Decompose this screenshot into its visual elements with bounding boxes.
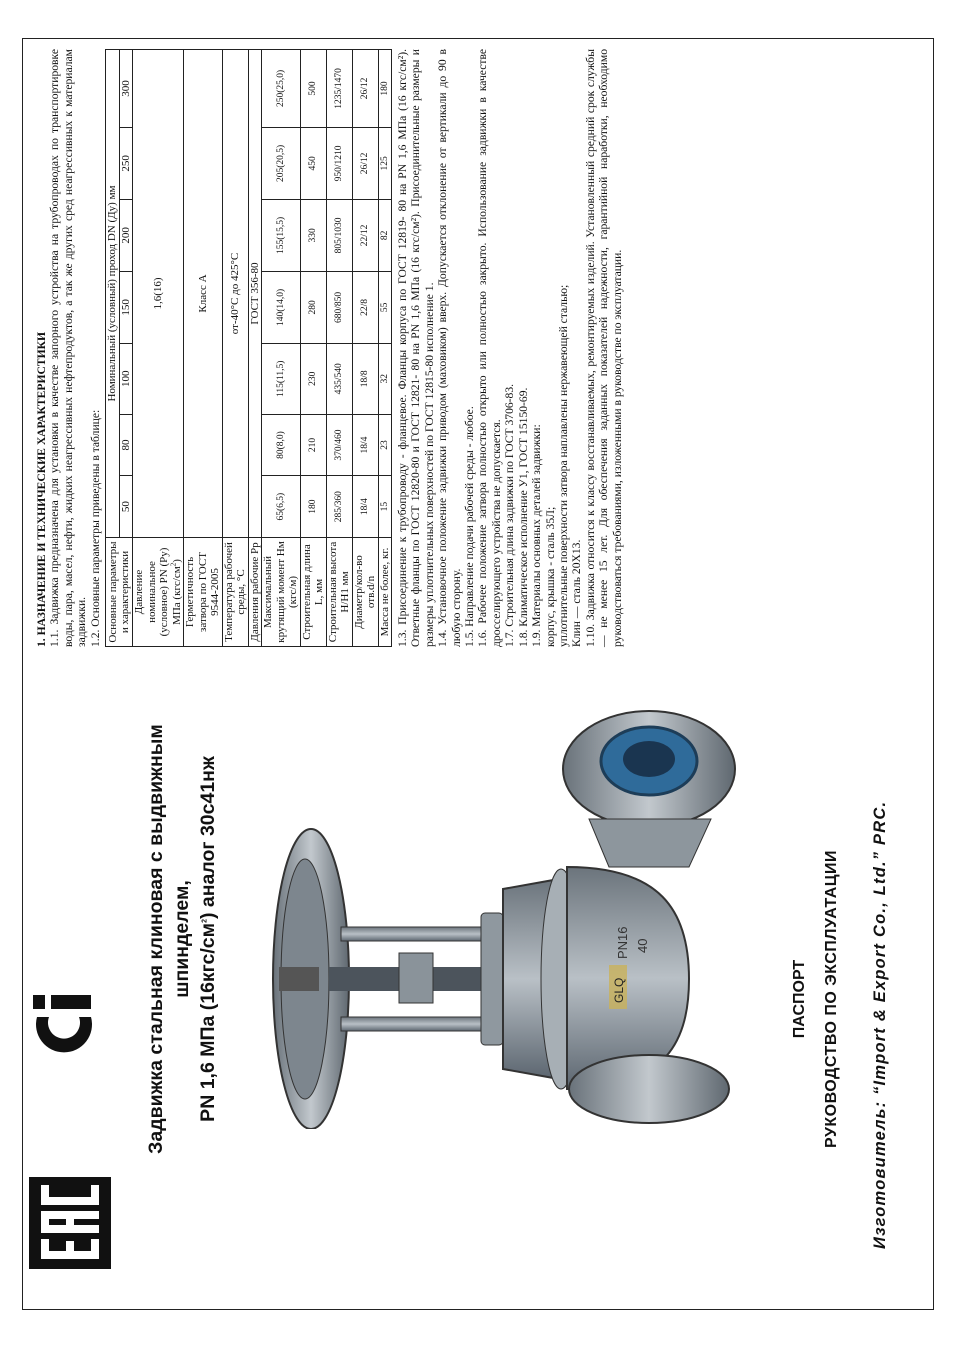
title-line-3-sup: 2 — [201, 919, 209, 923]
mass-cell: 23 — [378, 414, 392, 476]
dn-cell: 80 — [119, 414, 133, 476]
product-title — [143, 689, 221, 1189]
mass-cell: 82 — [378, 199, 392, 271]
dn-cell: 250 — [119, 127, 133, 199]
valve-marking-2: PN16 — [615, 926, 630, 959]
height-cell: 285/360 — [326, 476, 352, 538]
paragraph-1-10: 1.10. Задвижка относится к классу восстанавливаемых, ремонтируемых изделий. Установленный средний срок службы — не менее 15 лет. Для обеспечения заданных показателей надежности, гарантийной наработки, необходимо руководствоваться требованиями, изложенными в руководстве по эксплуатации. — [583, 49, 624, 647]
row-label-torque: Максимальный крутящий момент Нм (кгс/м) — [262, 538, 301, 647]
title-line-2: шпинделем, — [171, 880, 193, 998]
torque-cell: 65(6,5) — [262, 476, 301, 538]
table-row — [262, 50, 301, 647]
paragraph-1-6: 1.6. Рабочее положение затвора полностью открыто или полностью закрыто. Использование задвижки в качестве дросселирующего устройства не допускается. — [476, 49, 503, 647]
paragraph-1-2: 1.2. Основные параметры приведены в таблице: — [88, 409, 102, 647]
paragraph-1-7: 1.7. Строительная длина задвижки по ГОСТ 3706-83. — [503, 383, 517, 647]
torque-cell: 155(15,5) — [262, 199, 301, 271]
length-cell: 450 — [300, 127, 326, 199]
row-label-tightness: Герметичность затвора по ГОСТ 9544-2005 — [184, 538, 223, 647]
paragraph-1-9-a: корпус, крышка - сталь 35Л; — [543, 506, 557, 647]
diameter-cell: 22/12 — [352, 199, 378, 271]
torque-cell: 115(11,5) — [262, 343, 301, 414]
row-label-pn-text: Давление номинальное (условное) PN (Py) МПа (кгс/см — [133, 547, 183, 637]
row-label-diameter: Диаметр/кол-во отв.d/n — [352, 538, 378, 647]
dn-cell: 100 — [119, 343, 133, 414]
diameter-cell: 26/12 — [352, 127, 378, 199]
row-value-tightness: Класс А — [184, 50, 223, 538]
parameters-table — [105, 49, 392, 647]
row-label-pn-end: ) — [170, 559, 183, 563]
table-row — [222, 50, 248, 647]
gate-valve-photo — [249, 669, 739, 1129]
title-line-3-part-b: ) аналог 30с41нж — [197, 756, 219, 919]
diameter-cell: 26/12 — [352, 50, 378, 128]
row-label-height: Строительная высота Н/Н1 мм — [326, 538, 352, 647]
mass-cell: 180 — [378, 50, 392, 128]
cover-section — [23, 649, 935, 1309]
diameter-cell: 18/4 — [352, 476, 378, 538]
company-logo — [29, 981, 99, 1059]
manual-heading: РУКОВОДСТВО ПО ЭКСПЛУАТАЦИИ — [823, 850, 840, 1149]
header-param: Основные параметры и характеристики — [106, 538, 133, 647]
height-cell: 805/1030 — [326, 199, 352, 271]
paragraph-1-9-c: Клин — сталь 20Х13. — [570, 539, 584, 647]
diameter-cell: 18/4 — [352, 414, 378, 476]
length-cell: 280 — [300, 271, 326, 343]
rotated-sheet — [23, 37, 935, 1309]
height-cell: 950/1210 — [326, 127, 352, 199]
diameter-cell: 22/8 — [352, 271, 378, 343]
dn-cell: 200 — [119, 199, 133, 271]
paragraph-1-8: 1.8. Климатическое исполнение У1, ГОСТ 15150-69. — [516, 387, 530, 647]
paragraph-1-1: 1.1. Задвижка предназначена для установки в качестве запорного устройства на трубопроводах по транспортировке воды, пара, масел, нефти, жидких неагрессивных нефтепродуктов, а так же других сред неагрессивных к материалам задвижки. — [48, 49, 89, 647]
paragraph-1-3: 1.3. Присоединение к трубопроводу - фланцевое. Фланцы корпуса по ГОСТ 12819- 80 на PN 1,6 МПа (16 кгс/см²). Ответные фланцы по ГОСТ 12820-80 и ГОСТ 12821- 80 на PN 1,6 МПа (16 кгс/см²). Присоединительные размеры и размеры уплотнительных поверхностей по ГОСТ 12815-80 исполнение 1. — [396, 49, 436, 647]
row-value-pn: 1,6(16) — [133, 50, 184, 538]
dn-cell: 300 — [119, 50, 133, 128]
row-label-pn-sup: 2 — [168, 562, 177, 567]
eac-certification-mark — [29, 1177, 111, 1269]
torque-cell: 140(14,0) — [262, 271, 301, 343]
length-cell: 330 — [300, 199, 326, 271]
length-cell: 230 — [300, 343, 326, 414]
row-value-temp: от-40°С до 425°С — [222, 50, 248, 538]
height-cell: 435/540 — [326, 343, 352, 414]
title-line-3-part-a: PN 1,6 МПа (16кгс/см — [197, 922, 219, 1122]
paragraph-1-5: 1.5. Направление подачи рабочей среды - любое. — [463, 406, 477, 647]
table-row — [378, 50, 392, 647]
page-frame — [22, 38, 934, 1310]
table-header-row — [106, 50, 120, 647]
height-cell: 1235/1470 — [326, 50, 352, 128]
mass-cell: 32 — [378, 343, 392, 414]
length-cell: 180 — [300, 476, 326, 538]
row-label-mass: Масса не более, кг. — [378, 538, 392, 647]
title-line-3 — [195, 689, 221, 1189]
dn-cell: 50 — [119, 476, 133, 538]
row-label-pressure: Давления рабочие Pp — [248, 538, 262, 647]
table-row — [133, 50, 184, 647]
table-row — [248, 50, 262, 647]
mass-cell: 15 — [378, 476, 392, 538]
row-label-length: Строительная длина L, мм — [300, 538, 326, 647]
title-line-1: Задвижка стальная клиновая с выдвижным — [145, 724, 167, 1154]
height-cell: 370/460 — [326, 414, 352, 476]
torque-cell: 205(20,5) — [262, 127, 301, 199]
torque-cell: 250(25,0) — [262, 50, 301, 128]
torque-cell: 80(8,0) — [262, 414, 301, 476]
row-label-pn — [133, 538, 184, 647]
length-cell: 210 — [300, 414, 326, 476]
section-heading: 1. НАЗНАЧЕНИЕ И ТЕХНИЧЕСКИЕ ХАРАКТЕРИСТИКИ — [35, 331, 48, 647]
valve-marking-3: 40 — [635, 938, 650, 953]
table-row — [326, 50, 352, 647]
valve-marking-1: GLQ — [612, 977, 626, 1003]
mass-cell: 55 — [378, 271, 392, 343]
dn-cell: 150 — [119, 271, 133, 343]
height-cell: 680/850 — [326, 271, 352, 343]
table-row — [352, 50, 378, 647]
logo-mark-text: CI — [29, 1058, 30, 1059]
diameter-cell: 18/8 — [352, 343, 378, 414]
header-dn: Номинальный (условный) проход DN (Ду) мм — [106, 50, 120, 538]
manufacturer-line: Изготовитель: “Import & Export Co., Ltd.” PRC. — [871, 800, 889, 1249]
paragraph-1-9: 1.9. Материалы основных деталей задвижки: — [530, 424, 544, 647]
mass-cell: 125 — [378, 127, 392, 199]
length-cell: 500 — [300, 50, 326, 128]
passport-heading: ПАСПОРТ — [791, 959, 808, 1039]
paragraph-1-4: 1.4. Установочное положение задвижки приводом (маховиком) вверх. Допускается отклонение от вертикали до 90 в любую сторону. — [436, 49, 463, 647]
row-value-pressure: ГОСТ 356-80 — [248, 50, 262, 538]
table-row — [300, 50, 326, 647]
table-row — [184, 50, 223, 647]
row-label-temp: Температура рабочей среды, °С — [222, 538, 248, 647]
spec-section — [35, 49, 624, 647]
paragraph-1-9-b: уплотнительные поверхности затвора наплавлены нержавеющей сталью; — [556, 284, 570, 647]
